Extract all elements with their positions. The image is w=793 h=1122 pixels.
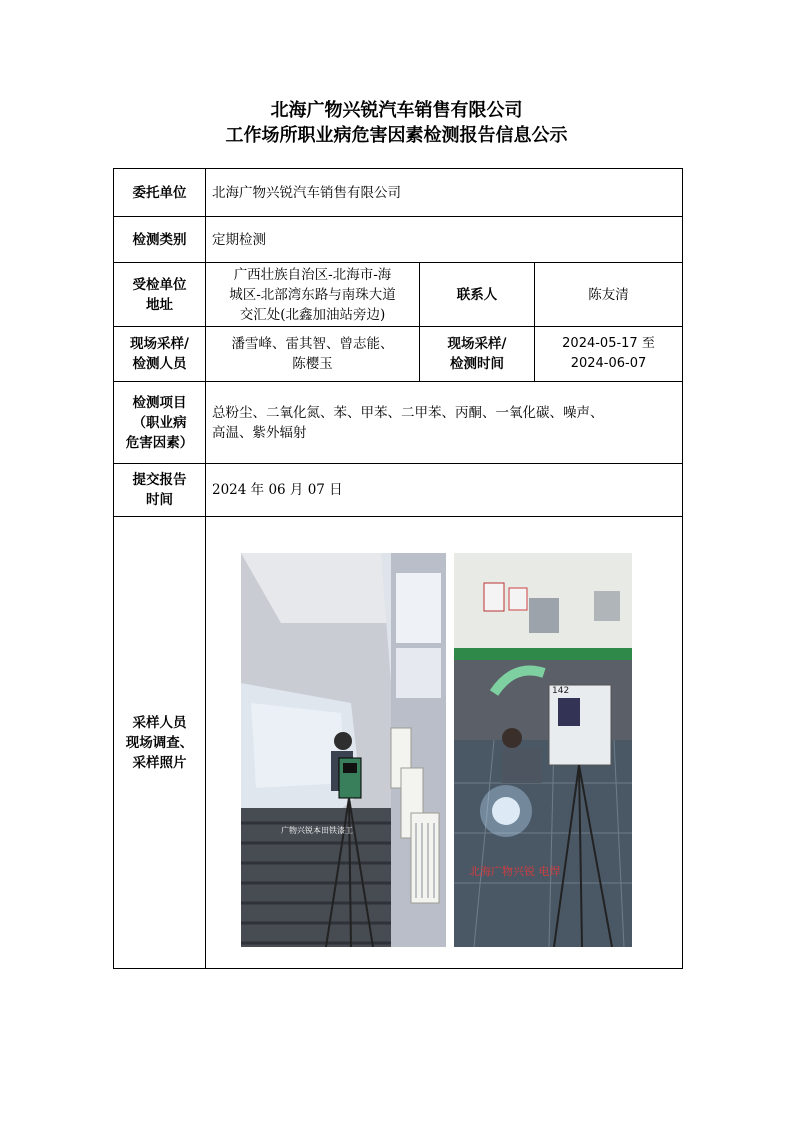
table-row (114, 464, 683, 517)
client-label: 委托单位 (114, 169, 206, 217)
page-title: 工作场所职业病危害因素检测报告信息公示 (225, 125, 568, 146)
report-date-label: 提交报告 时间 (114, 464, 206, 517)
items-label: 检测项目 （职业病 危害因素） (114, 382, 206, 464)
photos-cell (206, 517, 683, 969)
contact-label: 联系人 (420, 263, 535, 327)
table-row (114, 169, 683, 217)
table-row (114, 217, 683, 263)
category-value: 定期检测 (206, 217, 683, 263)
table-row (114, 382, 683, 464)
company-title: 北海广物兴锐汽车销售有限公司 (270, 100, 523, 121)
info-table (113, 168, 683, 969)
photo1-caption: 广物兴锐本田铁漆工 (281, 826, 353, 835)
client-value: 北海广物兴锐汽车销售有限公司 (206, 169, 683, 217)
personnel-value: 潘雪峰、雷其智、曾志能、 陈樱玉 (206, 327, 420, 382)
personnel-label: 现场采样/ 检测人员 (114, 327, 206, 382)
contact-value: 陈友清 (535, 263, 683, 327)
photo2-device-number: 142 (552, 686, 570, 696)
address-value: 广西壮族自治区-北海市-海 城区-北部湾东路与南珠大道 交汇处(北鑫加油站旁边) (206, 263, 420, 327)
photo2-caption: 北海广物兴锐 电焊 (469, 865, 561, 878)
sampling-time-value: 2024-05-17 至 2024-06-07 (535, 327, 683, 382)
address-label: 受检单位 地址 (114, 263, 206, 327)
photos-label: 采样人员 现场调查、 采样照片 (114, 517, 206, 969)
report-date-value: 2024 年 06 月 07 日 (206, 464, 683, 517)
items-value: 总粉尘、二氧化氮、苯、甲苯、二甲苯、丙酮、一氧化碳、噪声、 高温、紫外辐射 (206, 382, 683, 464)
table-row (114, 327, 683, 382)
sampling-time-label: 现场采样/ 检测时间 (420, 327, 535, 382)
table-row (114, 263, 683, 327)
photo-welding (454, 553, 632, 947)
photo-paint-booth (241, 553, 446, 947)
category-label: 检测类别 (114, 217, 206, 263)
table-row (114, 517, 683, 969)
